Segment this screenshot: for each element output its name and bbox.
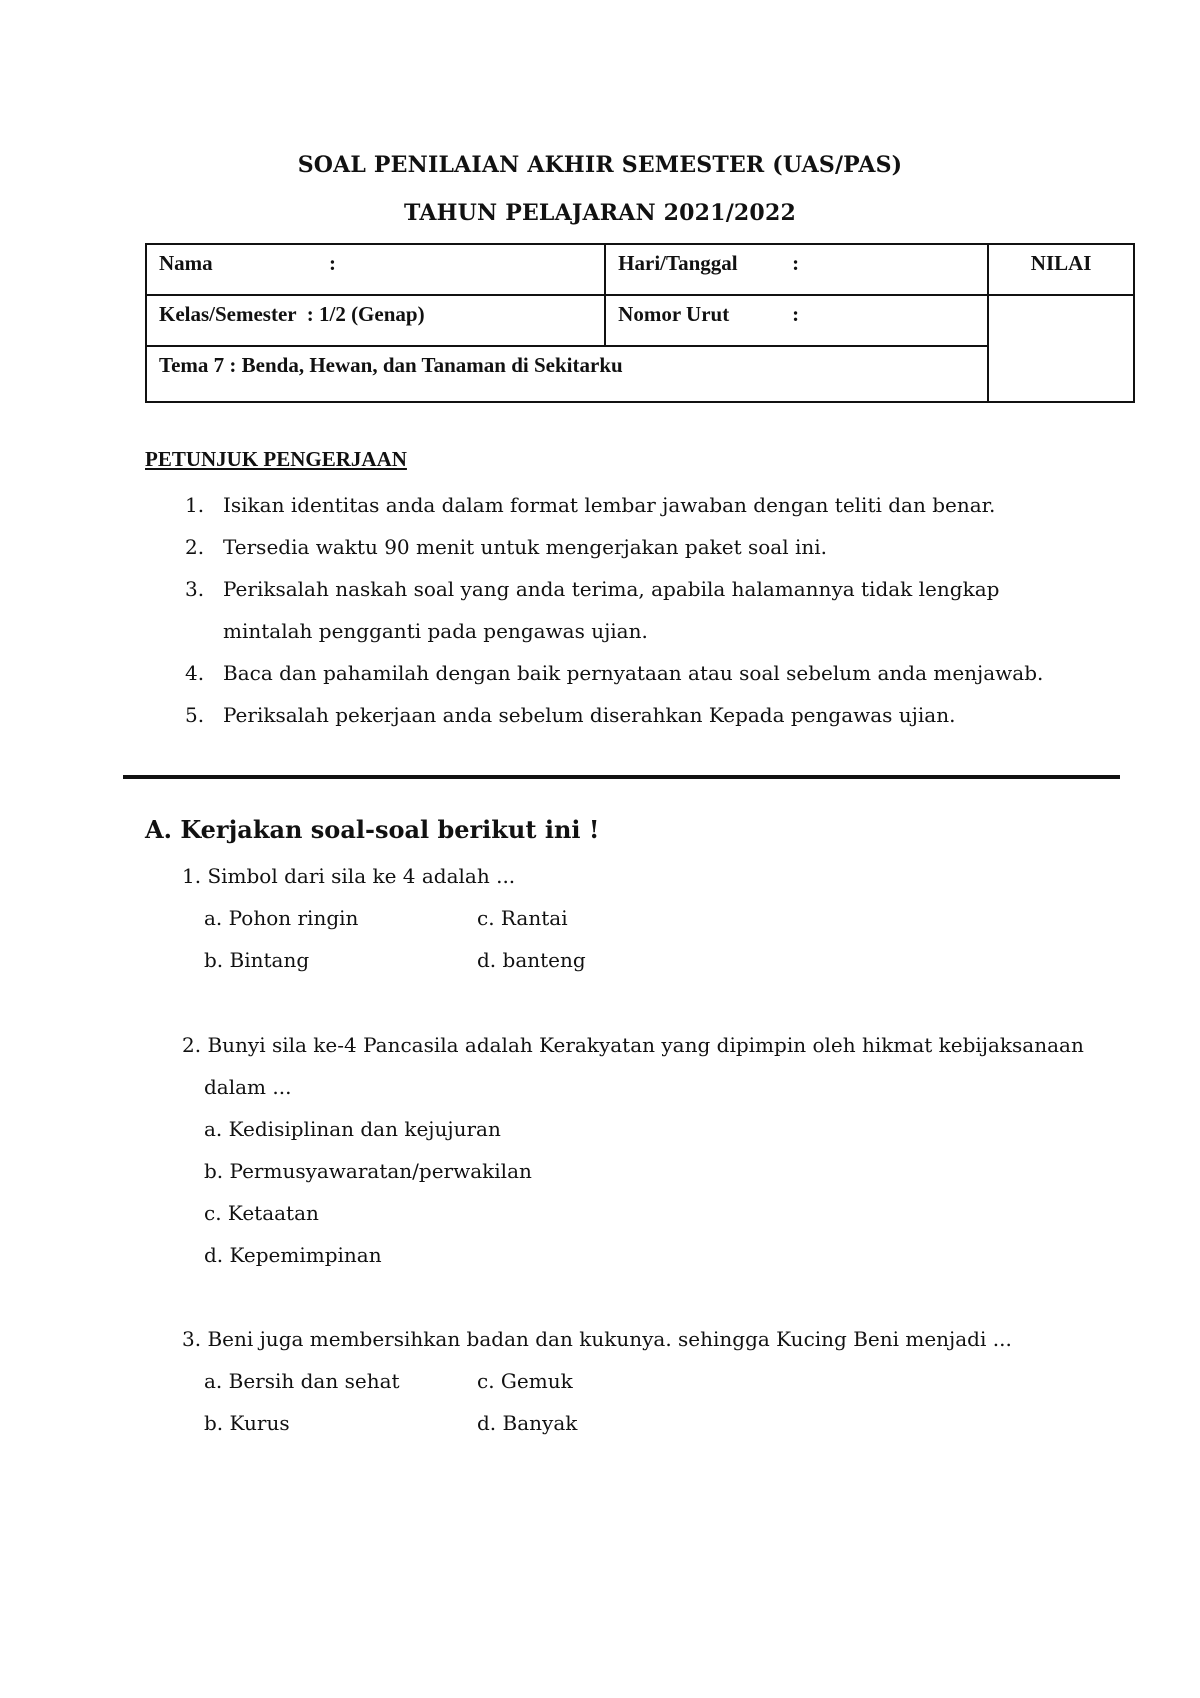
option-a[interactable]: a. Kedisiplinan dan kejujuran [204,1117,501,1141]
instruction-number: 1. [185,493,205,517]
nomor-urut-colon: : [792,302,800,326]
option-b[interactable]: b. Bintang [204,948,310,972]
instruction-item [145,526,1075,568]
tema-cell [146,346,988,402]
instruction-item [145,484,1075,526]
option-a[interactable]: a. Bersih dan sehat [204,1369,400,1393]
option-c[interactable]: c. Gemuk [477,1369,573,1393]
instruction-number: 2. [185,535,205,559]
academic-year: TAHUN PELAJARAN 2021/2022 [404,200,796,226]
kelas-semester-cell [146,295,605,346]
nilai-label: NILAI [1030,251,1092,275]
nama-label: Nama [159,251,213,275]
question-stem: 1. Simbol dari sila ke 4 adalah ... [182,864,516,888]
nilai-header-cell [988,244,1134,295]
instruction-item [145,568,1075,652]
option-a[interactable]: a. Pohon ringin [204,906,359,930]
option-c[interactable]: c. Ketaatan [204,1201,319,1225]
hari-tanggal-label: Hari/Tanggal [618,251,738,275]
identity-table [145,243,1135,403]
question-3 [182,1318,1102,1444]
options-row [182,1360,1102,1402]
hari-tanggal-colon: : [792,251,800,275]
hari-tanggal-cell[interactable] [605,244,988,295]
question-stem: 2. Bunyi sila ke-4 Pancasila adalah Kerakyatan yang dipimpin oleh hikmat kebijaksanaan dalam ... [182,1033,1084,1099]
nama-cell[interactable] [146,244,605,295]
question-2 [182,1024,1102,1276]
kelas-semester-text: Kelas/Semester : 1/2 (Genap) [159,302,425,326]
instruction-text: Periksalah naskah soal yang anda terima, apabila halamannya tidak lengkap mintalah pengganti pada pengawas ujian. [223,577,1000,643]
instruction-item [145,652,1075,694]
options-row [182,1402,1102,1444]
option-d[interactable]: d. Kepemimpinan [204,1243,382,1267]
option-c[interactable]: c. Rantai [477,906,568,930]
instruction-item [145,694,1075,736]
instruction-number: 4. [185,661,205,685]
instructions-heading: PETUNJUK PENGERJAAN [145,447,407,471]
exam-title: SOAL PENILAIAN AKHIR SEMESTER (UAS/PAS) [297,152,903,178]
nomor-urut-label: Nomor Urut [618,302,730,326]
question-1 [182,855,1102,981]
instruction-text: Tersedia waktu 90 menit untuk mengerjakan paket soal ini. [223,535,828,559]
nomor-urut-cell[interactable] [605,295,988,346]
question-stem: 3. Beni juga membersihkan badan dan kukunya. sehingga Kucing Beni menjadi ... [182,1327,1012,1351]
instruction-text: Baca dan pahamilah dengan baik pernyataan atau soal sebelum anda menjawab. [223,661,1044,685]
instruction-number: 5. [185,703,205,727]
options-row [182,939,1102,981]
section-divider [123,775,1120,779]
option-b[interactable]: b. Kurus [204,1411,290,1435]
option-b[interactable]: b. Permusyawaratan/perwakilan [204,1159,532,1183]
tema-text: Tema 7 : Benda, Hewan, dan Tanaman di Sekitarku [159,353,623,377]
section-a-heading: A. Kerjakan soal-soal berikut ini ! [145,815,600,844]
instruction-text: Periksalah pekerjaan anda sebelum diserahkan Kepada pengawas ujian. [223,703,956,727]
option-d[interactable]: d. Banyak [477,1411,578,1435]
nilai-score-cell[interactable] [988,295,1134,402]
instruction-number: 3. [185,577,205,601]
option-d[interactable]: d. banteng [477,948,586,972]
nama-colon: : [329,251,336,275]
options-row [182,897,1102,939]
instruction-text: Isikan identitas anda dalam format lembar jawaban dengan teliti dan benar. [223,493,996,517]
instructions-list [145,484,1075,736]
